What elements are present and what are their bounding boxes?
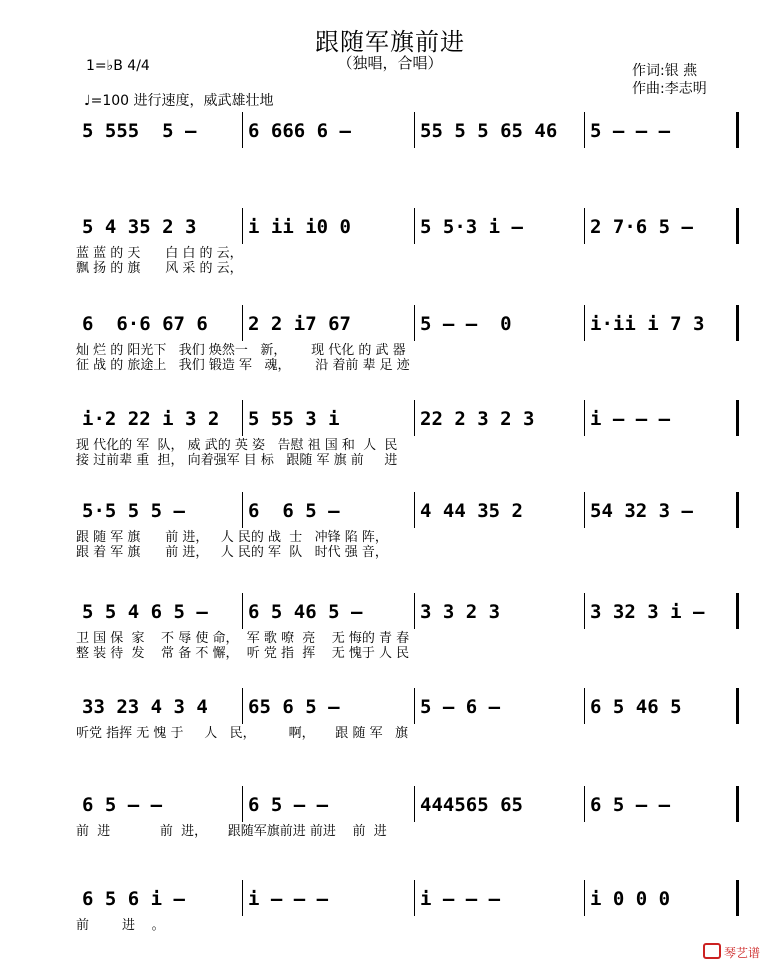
measure: i ii i0 0	[248, 216, 351, 238]
measure: i – – –	[590, 408, 671, 430]
bar-line	[242, 112, 243, 148]
lyric-line: 整 装 待 发 常 备 不 懈， 听 党 指 挥 无 愧于 人 民	[76, 646, 410, 661]
page-title: 跟随军旗前进	[315, 28, 465, 56]
lyric-line: 前 进 。	[76, 918, 165, 933]
bar-line	[242, 400, 243, 436]
bar-line	[584, 305, 585, 341]
lyric-line: 听党 指挥 无 愧 于 人 民， 啊， 跟 随 军 旗	[76, 726, 408, 741]
bar-line	[242, 208, 243, 244]
end-bar-line	[736, 305, 739, 341]
score-line	[76, 305, 742, 375]
watermark	[703, 943, 760, 961]
lyric-line: 飘 扬 的 旗 风 采 的 云，	[76, 261, 243, 276]
measure: 5·5 5 5 –	[82, 500, 185, 522]
measure: 6 666 6 –	[248, 120, 351, 142]
measure: 6 5 – –	[82, 794, 163, 816]
bar-line	[242, 688, 243, 724]
lyric-line: 跟 着 军 旗 前 进， 人 民的 军 队 时代 强 音，	[76, 545, 388, 560]
bar-line	[414, 305, 415, 341]
lyric-line: 跟 随 军 旗 前 进， 人 民的 战 士 冲锋 陷 阵，	[76, 530, 388, 545]
measure: 65 6 5 –	[248, 696, 340, 718]
measure: 6 6 5 –	[248, 500, 340, 522]
end-bar-line	[736, 492, 739, 528]
end-bar-line	[736, 208, 739, 244]
bar-line	[584, 593, 585, 629]
end-bar-line	[736, 786, 739, 822]
measure: 4 44 35 2	[420, 500, 523, 522]
measure: 6 5 46 5	[590, 696, 682, 718]
bar-line	[414, 208, 415, 244]
lyric-line: 蓝 蓝 的 天 白 白 的 云，	[76, 246, 243, 261]
bar-line	[414, 492, 415, 528]
measure: 2 2 i7 67	[248, 313, 351, 335]
logo-icon	[703, 943, 721, 959]
subtitle: （独唱，合唱）	[337, 54, 443, 72]
lyric-line: 灿 烂 的 阳光下 我们 焕然一 新， 现 代化 的 武 器	[76, 343, 406, 358]
key-signature: 1=♭B 4/4	[86, 58, 150, 74]
watermark-text: 琴艺谱	[723, 946, 760, 960]
bar-line	[584, 688, 585, 724]
bar-line	[584, 400, 585, 436]
bar-line	[584, 492, 585, 528]
measure: 6 5 6 i –	[82, 888, 185, 910]
measure: 5 5·3 i –	[420, 216, 523, 238]
measure: 5 – 6 –	[420, 696, 501, 718]
end-bar-line	[736, 400, 739, 436]
end-bar-line	[736, 593, 739, 629]
bar-line	[584, 208, 585, 244]
measure: i – – –	[248, 888, 329, 910]
bar-line	[414, 400, 415, 436]
measure: 5 555 5 –	[82, 120, 197, 142]
score-line	[76, 688, 742, 758]
bar-line	[414, 786, 415, 822]
bar-line	[242, 593, 243, 629]
lyric-line: 征 战 的 旅途上 我们 锻造 军 魂， 沿 着前 辈 足 迹	[76, 358, 410, 373]
lyricist: 作词:银 燕	[632, 63, 698, 79]
bar-line	[584, 786, 585, 822]
lyric-line: 接 过前辈 重 担， 向着强军 目 标 跟随 军 旗 前 进	[76, 453, 398, 468]
measure: 5 – – –	[590, 120, 671, 142]
tempo-marking: ♩=100 进行速度，威武雄壮地	[84, 93, 274, 109]
score-line	[76, 786, 742, 856]
measure: 33 23 4 3 4	[82, 696, 208, 718]
measure: 5 5 4 6 5 –	[82, 601, 208, 623]
bar-line	[584, 112, 585, 148]
end-bar-line	[736, 112, 739, 148]
lyric-line: 前 进 前 进， 跟随军旗前进 前进 前 进	[76, 824, 387, 839]
measure: i·2 22 i 3 2	[82, 408, 220, 430]
score-line	[76, 400, 742, 470]
end-bar-line	[736, 880, 739, 916]
measure: 3 32 3 i –	[590, 601, 705, 623]
lyric-line: 现 代化的 军 队， 威 武的 英 姿 告慰 祖 国 和 人 民	[76, 438, 398, 453]
measure: 5 – – 0	[420, 313, 512, 335]
measure: 54 32 3 –	[590, 500, 693, 522]
score-line	[76, 593, 742, 663]
measure: 2 7·6 5 –	[590, 216, 693, 238]
bar-line	[584, 880, 585, 916]
score-line	[76, 880, 742, 950]
score-line	[76, 112, 742, 182]
bar-line	[414, 880, 415, 916]
measure: 55 5 5 65 46	[420, 120, 558, 142]
end-bar-line	[736, 688, 739, 724]
bar-line	[242, 305, 243, 341]
bar-line	[414, 112, 415, 148]
lyric-line: 卫 国 保 家 不 辱 使 命， 军 歌 嘹 亮 无 悔的 青 春	[76, 631, 410, 646]
measure: 5 4 35 2 3	[82, 216, 197, 238]
measure: i·ii i 7 3	[590, 313, 705, 335]
measure: i – – –	[420, 888, 501, 910]
bar-line	[414, 688, 415, 724]
bar-line	[414, 593, 415, 629]
measure: 5 55 3 i	[248, 408, 340, 430]
score-line	[76, 208, 742, 278]
measure: 6 5 – –	[590, 794, 671, 816]
measure: 6 6·6 67 6	[82, 313, 208, 335]
measure: 6 5 – –	[248, 794, 329, 816]
measure: 6 5 46 5 –	[248, 601, 363, 623]
composer: 作曲:李志明	[632, 81, 707, 97]
bar-line	[242, 880, 243, 916]
measure: 3 3 2 3	[420, 601, 501, 623]
score-line	[76, 492, 742, 562]
bar-line	[242, 786, 243, 822]
measure: 22 2 3 2 3	[420, 408, 535, 430]
measure: i 0 0 0	[590, 888, 671, 910]
credits	[632, 62, 707, 98]
measure: 444565 65	[420, 794, 523, 816]
bar-line	[242, 492, 243, 528]
